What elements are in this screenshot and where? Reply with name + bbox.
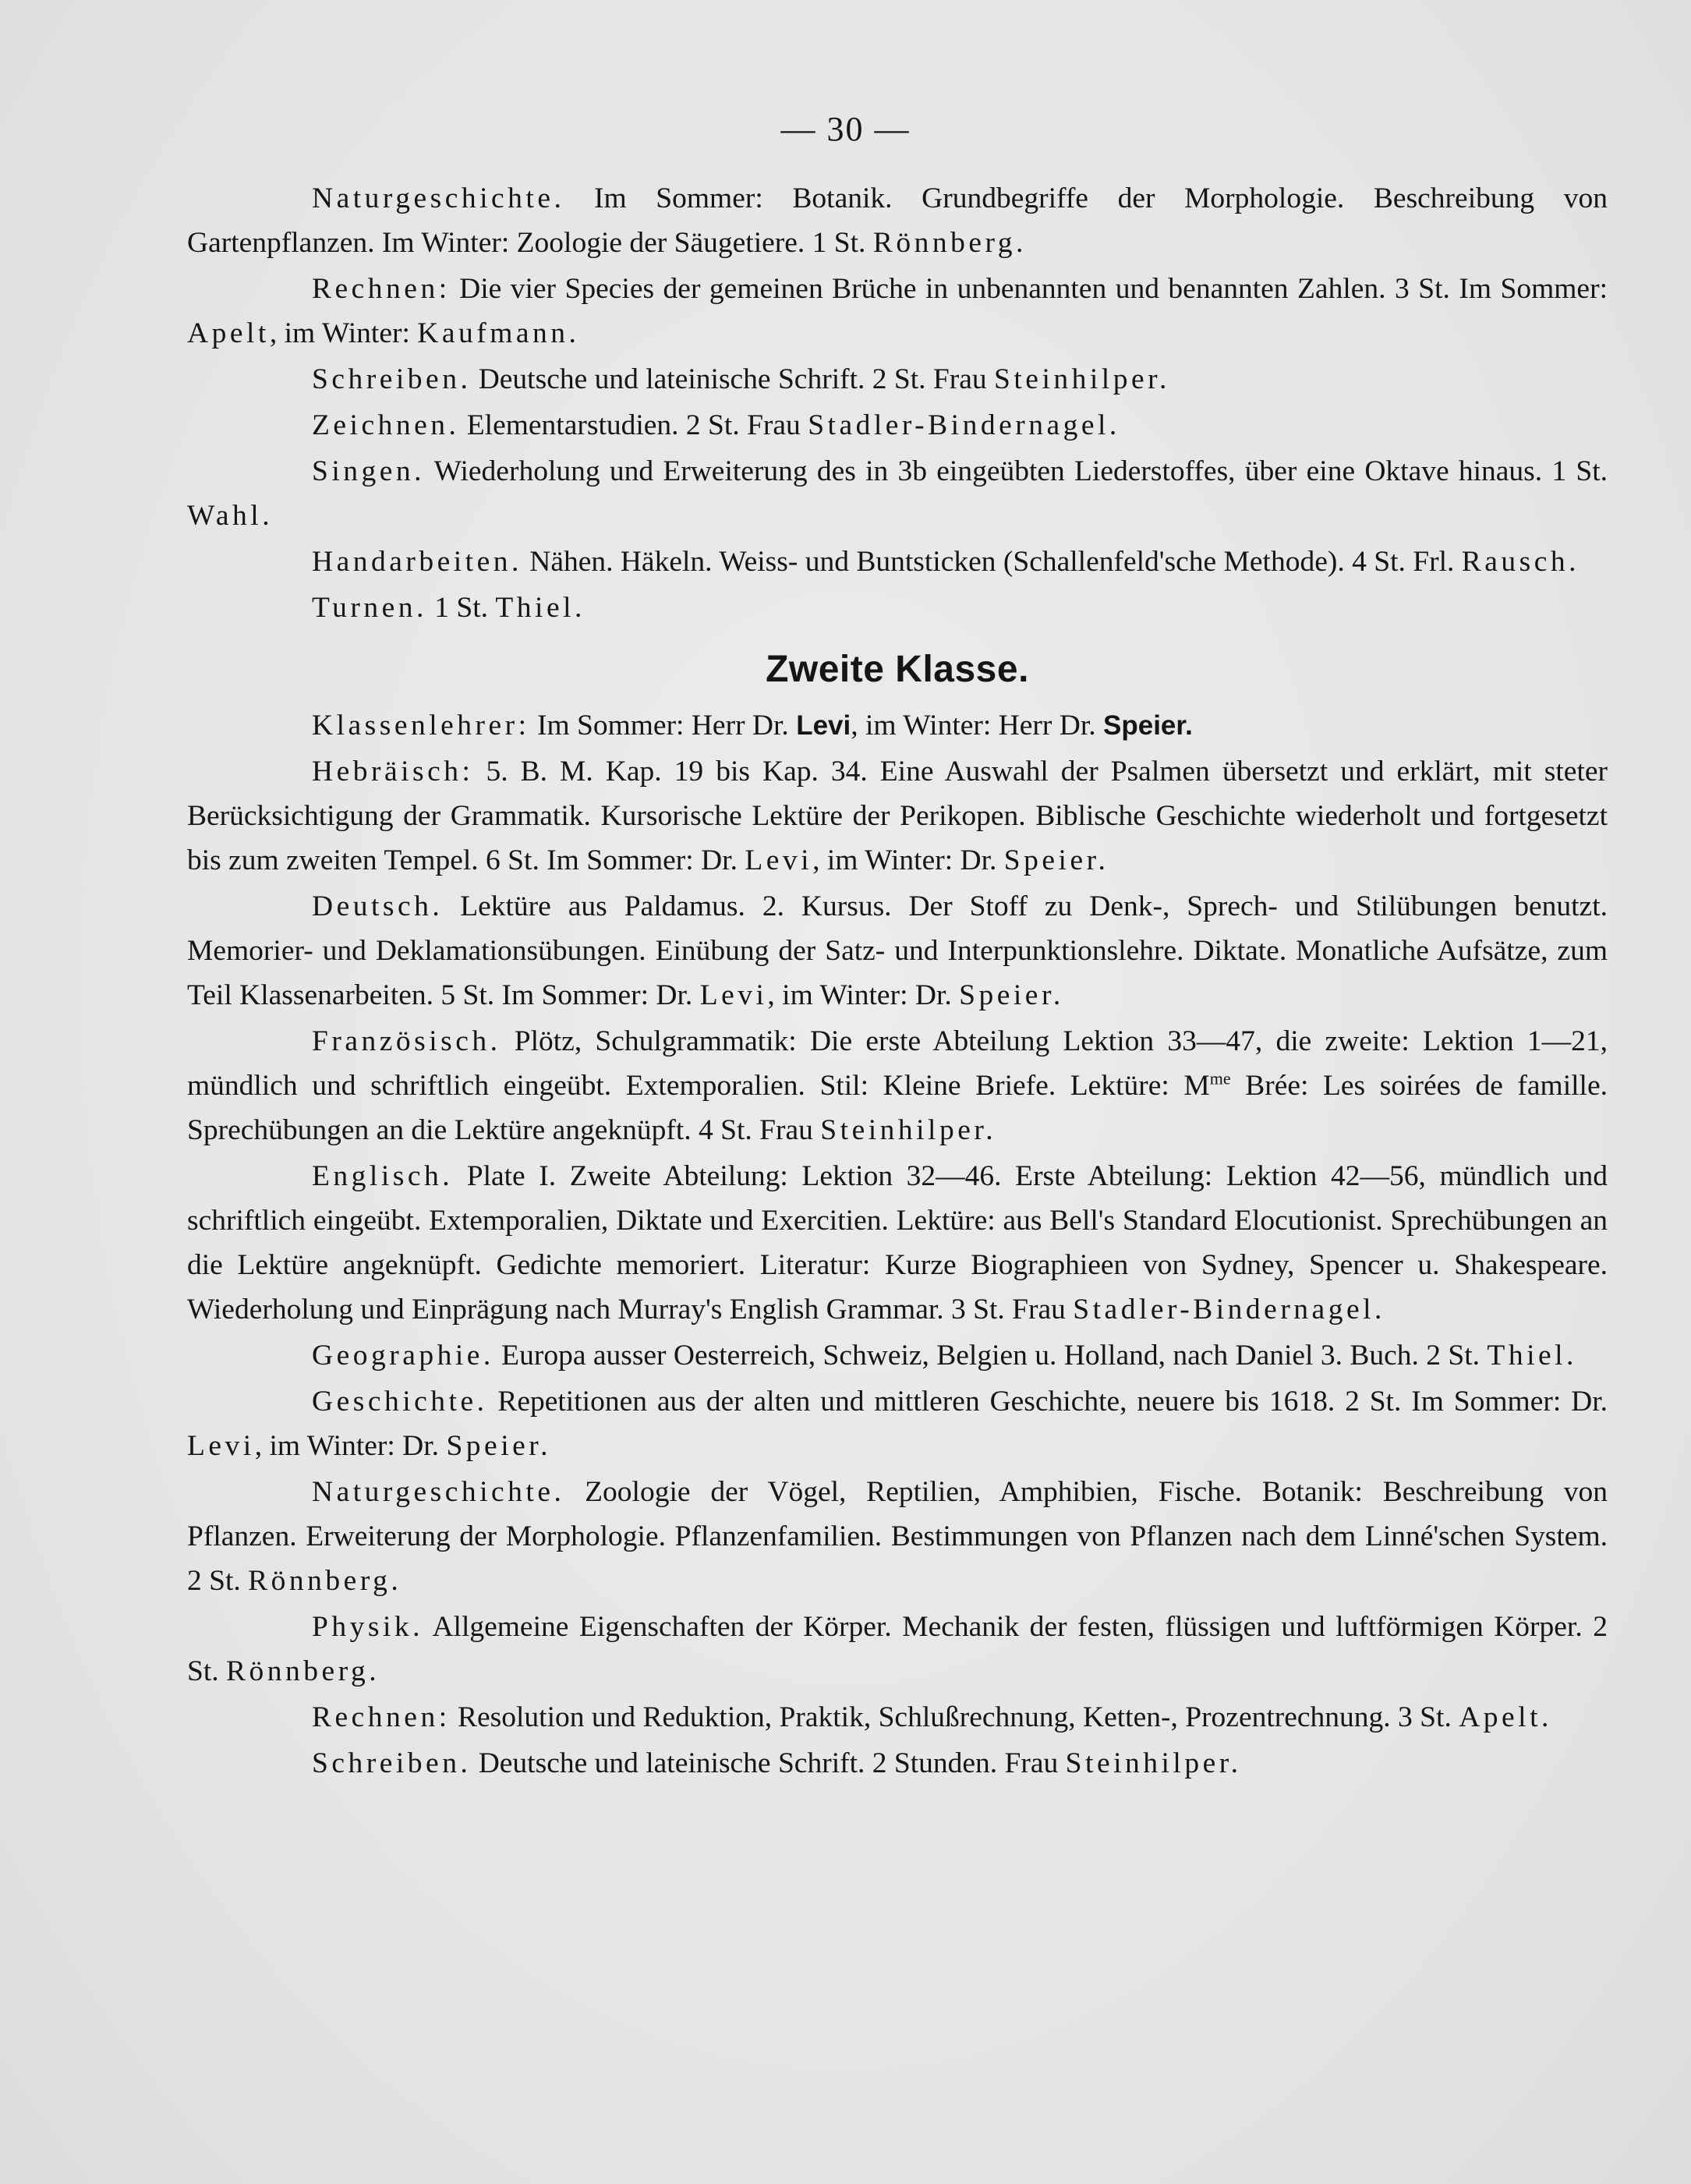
teacher-name: Levi xyxy=(796,710,851,741)
paragraph-deutsch: Deutsch. Lektüre aus Paldamus. 2. Kursus. Der Stoff zu Denk-, Sprech- und Stilübungen benutzt. Memorier- und Deklamationsübungen. Einübung der Satz- und Interpunktionslehre. Diktate. Monatliche Aufsätze, zum Teil Klassenarbeiten. 5 St. Im Sommer: Dr. Levi, im Winter: Dr. Speier. xyxy=(187,890,1608,1011)
section-heading: Zweite Klasse. xyxy=(766,649,1029,690)
subject-label: Zeichnen. xyxy=(312,409,460,441)
teacher-name: Speier. xyxy=(959,979,1064,1011)
teacher-name: Rönnberg. xyxy=(226,1655,380,1687)
teacher-name: Steinhilper. xyxy=(820,1114,997,1146)
subject-label: Rechnen: xyxy=(312,273,451,305)
teacher-name: Levi xyxy=(699,979,768,1011)
teacher-name: Rönnberg. xyxy=(248,1565,402,1597)
paragraph-naturgeschichte-1: Naturgeschichte. Im Sommer: Botanik. Grundbegriffe der Morphologie. Beschreibung von Gartenpflanzen. Im Winter: Zoologie der Säugetiere. 1 St. Rönnberg. xyxy=(187,182,1608,259)
page-body xyxy=(187,176,1608,1787)
paragraph-rechnen-2: Rechnen: Resolution und Reduktion, Praktik, Schlußrechnung, Ketten-, Prozentrechnung. 3 St. Apelt. xyxy=(312,1701,1552,1733)
subject-label: Schreiben. xyxy=(312,363,472,395)
paragraph-englisch: Englisch. Plate I. Zweite Abteilung: Lektion 32—46. Erste Abteilung: Lektion 42—56, mündlich und schriftlich eingeübt. Extemporalien, Diktate und Exercitien. Lektüre: aus Bell's Standard Elocutionist. Sprechübungen an die Lektüre angeknüpft. Gedichte memoriert. Literatur: Kurze Biographieen von Sydney, Spencer u. Shakespeare. Wiederholung und Einprägung nach Murray's English Grammar. 3 St. Frau Stadler-Bindernagel. xyxy=(187,1160,1608,1326)
subject-label: Deutsch. xyxy=(312,890,444,922)
paragraph-turnen: Turnen. 1 St. Thiel. xyxy=(312,592,585,624)
paragraph-rechnen-1: Rechnen: Die vier Species der gemeinen Brüche in unbenannten und benannten Zahlen. 3 St. Im Sommer: Apelt, im Winter: Kaufmann. xyxy=(187,273,1608,349)
teacher-name: Speier. xyxy=(1103,710,1193,741)
teacher-name: Thiel. xyxy=(1487,1340,1577,1372)
paragraph-physik: Physik. Allgemeine Eigenschaften der Körper. Mechanik der festen, flüssigen und luftförmigen Körper. 2 St. Rönnberg. xyxy=(187,1611,1608,1687)
subject-label: Rechnen: xyxy=(312,1701,451,1733)
teacher-name: Levi xyxy=(187,1430,255,1462)
subject-label: Französisch. xyxy=(312,1025,501,1057)
teacher-name: Speier. xyxy=(446,1430,552,1462)
teacher-name: Kaufmann. xyxy=(417,317,580,349)
paragraph-naturgeschichte-2: Naturgeschichte. Zoologie der Vögel, Reptilien, Amphibien, Fische. Botanik: Beschreibung von Pflanzen. Erweiterung der Morphologie. Pflanzenfamilien. Bestimmungen von Pflanzen nach dem Linné'schen System. 2 St. Rönnberg. xyxy=(187,1476,1608,1597)
teacher-name: Stadler-Bindernagel. xyxy=(1073,1294,1385,1326)
teacher-name: Rönnberg. xyxy=(872,227,1027,259)
paragraph-handarbeiten: Handarbeiten. Nähen. Häkeln. Weiss- und Buntsticken (Schallenfeld'sche Methode). 4 St. Frl. Rausch. xyxy=(312,546,1580,578)
teacher-name: Apelt. xyxy=(1459,1701,1552,1733)
teacher-name: Speier. xyxy=(1003,844,1109,876)
teacher-name: Wahl. xyxy=(187,500,274,532)
subject-label: Klassenlehrer: xyxy=(312,710,530,742)
subject-label: Naturgeschichte. xyxy=(312,182,565,214)
subject-label: Schreiben. xyxy=(312,1747,472,1779)
paragraph-geschichte: Geschichte. Repetitionen aus der alten und mittleren Geschichte, neuere bis 1618. 2 St. Im Sommer: Dr. Levi, im Winter: Dr. Speier. xyxy=(187,1386,1608,1462)
teacher-name: Stadler-Bindernagel. xyxy=(808,409,1120,441)
paragraph-singen: Singen. Wiederholung und Erweiterung des in 3b eingeübten Liederstoffes, über eine Oktave hinaus. 1 St. Wahl. xyxy=(187,455,1608,532)
teacher-name: Steinhilper. xyxy=(1065,1747,1242,1779)
paragraph-schreiben-2: Schreiben. Deutsche und lateinische Schrift. 2 Stunden. Frau Steinhilper. xyxy=(312,1747,1242,1779)
subject-label: Singen. xyxy=(312,455,426,487)
subject-label: Englisch. xyxy=(312,1160,454,1192)
subject-label: Handarbeiten. xyxy=(312,546,522,578)
teacher-name: Levi xyxy=(745,844,813,876)
teacher-name: Rausch. xyxy=(1461,546,1580,578)
paragraph-schreiben-1: Schreiben. Deutsche und lateinische Schrift. 2 St. Frau Steinhilper. xyxy=(312,363,1170,395)
subject-label: Turnen. xyxy=(312,592,427,624)
paragraph-zeichnen: Zeichnen. Elementarstudien. 2 St. Frau Stadler-Bindernagel. xyxy=(312,409,1120,441)
teacher-name: Apelt xyxy=(187,317,270,349)
subject-label: Hebräisch: xyxy=(312,756,474,788)
page-number: — 30 — xyxy=(780,110,911,148)
paragraph-geographie: Geographie. Europa ausser Oesterreich, Schweiz, Belgien u. Holland, nach Daniel 3. Buch. 2 St. Thiel. xyxy=(312,1340,1577,1372)
subject-label: Geschichte. xyxy=(312,1386,488,1418)
paragraph-hebraeisch: Hebräisch: 5. B. M. Kap. 19 bis Kap. 34. Eine Auswahl der Psalmen übersetzt und erklärt, mit steter Berücksichtigung der Grammatik. Kursorische Lektüre der Perikopen. Biblische Geschichte wiederholt und fortgesetzt bis zum zweiten Tempel. 6 St. Im Sommer: Dr. Levi, im Winter: Dr. Speier. xyxy=(187,756,1608,876)
paragraph-klassenlehrer: Klassenlehrer: Im Sommer: Herr Dr. Levi, im Winter: Herr Dr. Speier. xyxy=(312,710,1193,742)
teacher-name: Steinhilper. xyxy=(994,363,1170,395)
subject-label: Physik. xyxy=(312,1611,423,1643)
subject-label: Geographie. xyxy=(312,1340,494,1372)
subject-label: Naturgeschichte. xyxy=(312,1476,565,1508)
paragraph-franzoesisch: Französisch. Plötz, Schulgrammatik: Die erste Abteilung Lektion 33—47, die zweite: Lektion 1—21, mündlich und schriftlich eingeübt. Extemporalien. Stil: Kleine Briefe. Lektüre: $M^{me}$ Brée: Les soirées de famille. Sprechübungen an die Lektüre angeknüpft. 4 St. Frau Steinhilper. xyxy=(187,1025,1608,1146)
teacher-name: Thiel. xyxy=(495,592,585,624)
